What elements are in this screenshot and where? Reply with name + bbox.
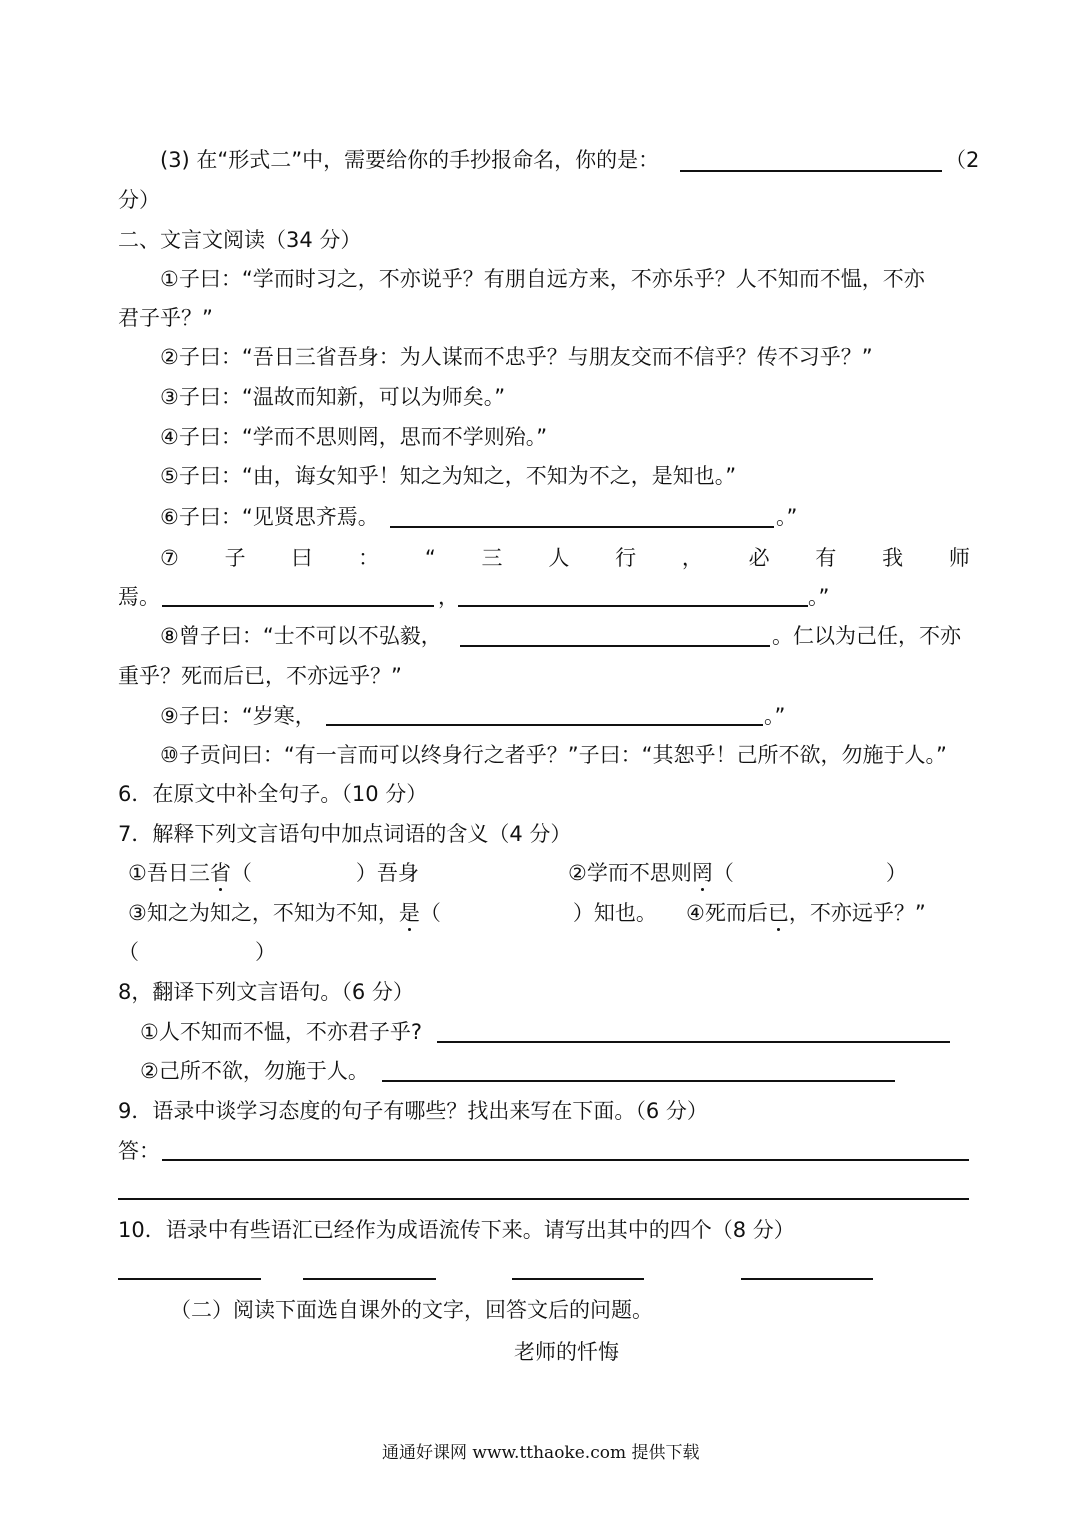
- quote-3: ③子曰：“温故而知新，可以为师矣。”: [160, 385, 506, 409]
- question-6: 6．在原文中补全句子。（10 分）: [118, 782, 428, 806]
- answer-line-5-3[interactable]: [680, 170, 942, 172]
- quote-7-char: 师: [948, 546, 970, 570]
- score-part-b: 分）: [118, 188, 160, 212]
- question-5-3-text: (3) 在“形式二”中，需要给你的手抄报命名，你的是：: [160, 148, 660, 172]
- answer-line-10a[interactable]: [118, 1278, 261, 1280]
- quote-7-char: 三: [481, 546, 503, 570]
- quote-8-prefix: ⑧曾子曰：“士不可以不弘毅，: [160, 624, 442, 648]
- quote-7-spread: [160, 545, 970, 571]
- quote-7-prefix: 焉。: [118, 585, 160, 609]
- answer-line-quote-9[interactable]: [326, 724, 763, 726]
- answer-line-10c[interactable]: [512, 1278, 644, 1280]
- dotted-char: 省: [209, 861, 231, 885]
- part-2-intro: （二）阅读下面选自课外的文字，回答文后的问题。: [170, 1298, 653, 1322]
- question-7-item-a: ①吾日三省（ ）吾身: [128, 861, 419, 885]
- question-9: 9．语录中谈学习态度的句子有哪些？找出来写在下面。（6 分）: [118, 1099, 708, 1123]
- dotted-char: 罔: [691, 861, 713, 885]
- question-5-3: [160, 147, 659, 173]
- quote-7-char: ，: [681, 546, 703, 570]
- quote-6-prefix: ⑥子曰：“见贤思齐焉。: [160, 505, 379, 529]
- question-7: 7．解释下列文言语句中加点词语的含义（4 分）: [118, 822, 572, 846]
- quote-7-char: 必: [748, 546, 770, 570]
- quote-8-line-2: 重乎？死而后已，不亦远乎？”: [118, 664, 402, 688]
- answer-line-quote-8[interactable]: [460, 645, 770, 647]
- section-2-title: 二、文言文阅读（34 分）: [118, 228, 362, 252]
- quote-10: ⑩子贡问曰：“有一言而可以终身行之者乎？”子曰：“其恕乎！己所不欲，勿施于人。”: [160, 743, 947, 767]
- answer-line-9b[interactable]: [118, 1198, 969, 1200]
- question-8-a: ①人不知而不愠，不亦君子乎?: [140, 1020, 422, 1044]
- quote-8-suffix: 。仁以为己任，不亦: [772, 624, 961, 648]
- question-8: 8，翻译下列文言语句。（6 分）: [118, 980, 414, 1004]
- answer-line-10b[interactable]: [303, 1278, 436, 1280]
- quote-7-char: ⑦: [160, 546, 179, 570]
- quote-5: ⑤子曰：“由，诲女知乎！知之为知之，不知为不之，是知也。”: [160, 464, 737, 488]
- quote-7-comma: ，: [438, 585, 459, 609]
- answer-line-quote-7a[interactable]: [162, 605, 434, 607]
- quote-7-char: 我: [882, 546, 904, 570]
- answer-line-quote-7b[interactable]: [458, 605, 808, 607]
- quote-7-char: “: [424, 546, 436, 570]
- dotted-char: 是: [398, 901, 420, 925]
- quote-9-prefix: ⑨子曰：“岁寒，: [160, 704, 316, 728]
- quote-6-suffix: 。”: [776, 505, 798, 529]
- question-7-item-c: ③知之为知之，不知为不知，是（ ）知也。: [128, 901, 657, 925]
- answer-line-quote-6[interactable]: [390, 526, 774, 528]
- score-part-a: （2: [945, 148, 980, 172]
- quote-7-char: ：: [358, 546, 380, 570]
- question-10: 10．语录中有些语汇已经作为成语流传下来。请写出其中的四个（8 分）: [118, 1218, 795, 1242]
- quote-1-line-1: ①子曰：“学而时习之，不亦说乎？有朋自远方来，不亦乐乎？人不知而不愠，不亦: [160, 267, 925, 291]
- question-7-item-e: （ ）: [118, 940, 276, 964]
- footer-credit: 通通好课网 www.tthaoke.com 提供下载: [382, 1443, 700, 1463]
- quote-9-suffix: 。”: [764, 704, 786, 728]
- quote-7-char: 有: [815, 546, 837, 570]
- quote-7-char: 人: [548, 546, 570, 570]
- part-2-title: 老师的忏悔: [514, 1340, 619, 1364]
- quote-7-char: 行: [615, 546, 637, 570]
- question-8-b: ②己所不欲，勿施于人。: [140, 1059, 369, 1083]
- answer-line-9a[interactable]: [162, 1159, 969, 1161]
- answer-line-8b[interactable]: [382, 1080, 895, 1082]
- answer-line-10d[interactable]: [741, 1278, 873, 1280]
- answer-line-8a[interactable]: [437, 1041, 950, 1043]
- quote-7-suffix: 。”: [808, 585, 830, 609]
- quote-1-line-2: 君子乎？”: [118, 306, 213, 330]
- question-7-item-d: ④死而后已，不亦远乎？”: [686, 901, 926, 925]
- question-9-answer-label: 答：: [118, 1139, 160, 1163]
- dotted-char: 已: [767, 901, 789, 925]
- quote-4: ④子曰：“学而不思则罔，思而不学则殆。”: [160, 425, 548, 449]
- question-7-item-b: ②学而不思则罔（ ）: [568, 861, 907, 885]
- quote-2: ②子曰：“吾日三省吾身：为人谋而不忠乎？与朋友交而不信乎？传不习乎？”: [160, 345, 873, 369]
- quote-7-char: 曰: [291, 546, 313, 570]
- quote-7-char: 子: [224, 546, 246, 570]
